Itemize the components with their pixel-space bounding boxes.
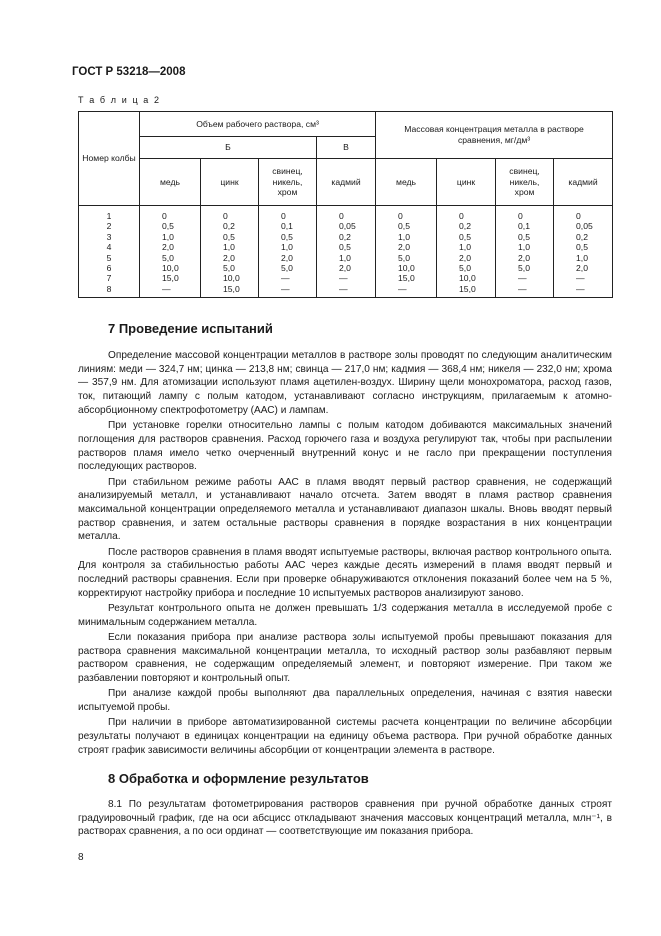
table-cell: 0,5: [162, 221, 174, 232]
table-cell: —: [162, 283, 171, 294]
header-concentration: Массовая концентрация металла в растворе сравнения, мг/дм³: [376, 112, 613, 159]
table-cell: 2: [106, 221, 112, 232]
table-cell: 0: [223, 211, 228, 221]
values-column: [317, 206, 376, 298]
table-cell: 10,0: [162, 262, 179, 273]
table-cell: 6: [106, 262, 112, 273]
col-header: медь: [376, 159, 437, 206]
table-cell: 1,0: [281, 242, 293, 253]
col-header: кадмий: [317, 159, 376, 206]
table-cell: 5,0: [518, 262, 530, 273]
table-cell: 0: [518, 211, 523, 221]
number-column: [79, 206, 140, 298]
values-column: [376, 206, 437, 298]
table-cell: 3: [106, 231, 112, 242]
table-cell: 8: [106, 283, 112, 294]
reference-solutions-table: [78, 111, 613, 298]
table-cell: 10,0: [459, 273, 476, 284]
section-7-body: [78, 349, 612, 759]
table-cell: 0: [398, 211, 403, 221]
table-cell: 15,0: [162, 273, 179, 284]
table-cell: 2,0: [281, 252, 293, 263]
table-cell: 5,0: [281, 262, 293, 273]
table-cell: 0,2: [576, 231, 588, 242]
table-cell: 2,0: [162, 242, 174, 253]
paragraph: Если показания прибора при анализе раствора золы испытуемой пробы превышают показания для раствора сравнения максимальной концентрации металла, то исходный раствор золы разбавляют первым раствором сравнения, не содержащим определяемый элемент, и повторяют измерение. При таком же разбавлении повторяют и контрольный опыт.: [78, 632, 612, 685]
table-cell: 2,0: [339, 262, 351, 273]
col-header: медь: [140, 159, 201, 206]
paragraph: 8.1 По результатам фотометрирования растворов сравнения при ручной обработке данных строят градуировочный график, где на оси абсцисс откладывают значения массовых концентраций металла, млн⁻¹, в растворах сравнения, а по оси ординат — соответствующие им показания прибора.: [78, 799, 612, 838]
table-cell: —: [339, 273, 348, 284]
table-cell: 7: [106, 273, 112, 284]
table-cell: —: [281, 283, 290, 294]
values-column: [259, 206, 317, 298]
table-cell: 0,1: [281, 221, 293, 232]
paragraph: При анализе каждой пробы выполняют два параллельных определения, начиная с взятия навески испытуемой пробы.: [78, 688, 612, 714]
table-cell: 15,0: [223, 283, 240, 294]
table-cell: 2,0: [398, 242, 410, 253]
header-solution-v: В: [317, 137, 376, 159]
table-cell: 1,0: [223, 242, 235, 253]
table-cell: 5,0: [223, 262, 235, 273]
table-cell: 0,05: [576, 221, 593, 232]
table-cell: 0: [339, 211, 344, 221]
table-cell: 5,0: [162, 252, 174, 263]
table-cell: 0,2: [223, 221, 235, 232]
section-8-heading: 8 Обработка и оформление результатов: [108, 771, 369, 786]
col-header: цинк: [437, 159, 496, 206]
table-cell: 5,0: [398, 252, 410, 263]
table-cell: 0: [576, 211, 581, 221]
table-cell: 0: [459, 211, 464, 221]
table-cell: 10,0: [398, 262, 415, 273]
section-7-heading: 7 Проведение испытаний: [108, 321, 273, 336]
table-cell: 15,0: [398, 273, 415, 284]
table-cell: 0,1: [518, 221, 530, 232]
table-cell: —: [518, 283, 527, 294]
paragraph: При наличии в приборе автоматизированной системы расчета концентрации по величине абсорбции результаты получают в единицах концентрации на единицу объема раствора. При ручной обработке данных строят график зависимости величины абсорбции от концентрации элемента в растворе.: [78, 717, 612, 756]
table-cell: 15,0: [459, 283, 476, 294]
table-cell: 0: [162, 211, 167, 221]
table-cell: 0,05: [339, 221, 356, 232]
values-column: [140, 206, 201, 298]
table-cell: 0,2: [459, 221, 471, 232]
table-cell: 2,0: [459, 252, 471, 263]
section-8-body: [78, 798, 612, 841]
table-cell: —: [518, 273, 527, 284]
paragraph: При стабильном режиме работы ААС в пламя вводят первый раствор сравнения, не содержащий анализируемый металл, и устанавливают начало отсчета. Затем вводят в пламя раствор сравнения максимальной концентрации определяемого металла и устанавливают диапазон шкалы. Вновь вводят первый раствор сравнения, и затем остальные растворы сравнения в порядке возрастания в них концентрации металла.: [78, 476, 612, 543]
table-cell: 0,2: [339, 231, 351, 242]
table-cell: 2,0: [518, 252, 530, 263]
paragraph: Результат контрольного опыта не должен превышать 1/3 содержания металла в исследуемой пробе с минимальным содержанием металла.: [78, 603, 612, 628]
paragraph: После растворов сравнения в пламя вводят испытуемые растворы, включая раствор контрольного опыта. Для контроля за стабильностью работы ААС через каждые десять измерений в пламя вводят первый и последний растворы сравнения. Если при проверке обнаруживаются отклонения показаний более чем на 5 %, корректируют настройку прибора и последние 10 испытуемых растворов анализируют заново.: [78, 546, 612, 599]
paragraph: Определение массовой концентрации металлов в растворе золы проводят по следующим аналитическим линиям: меди — 324,7 нм; цинка — 213,8 нм; свинца — 217,0 нм; кадмия — 368,4 нм; никеля — 232,0 нм; хрома — 357,9 нм. Для атомизации используют пламя ацетилен-воздух. Ширину щели монохроматора, расход газов, ток, питающий лампу с полым катодом, устанавливают согласно инструкциям, прилагаемым к атомно-абсорбционному спектрофотометру (ААС) и лампам.: [78, 350, 612, 416]
table-cell: 5: [106, 252, 112, 263]
col-header: цинк: [201, 159, 259, 206]
table-cell: 5,0: [459, 262, 471, 273]
table-cell: 0,5: [339, 242, 351, 253]
table-cell: 0,5: [398, 221, 410, 232]
values-column: [496, 206, 554, 298]
table-cell: 1,0: [576, 252, 588, 263]
table-cell: 1,0: [339, 252, 351, 263]
values-column: [201, 206, 259, 298]
table-cell: —: [398, 283, 407, 294]
table-caption: Т а б л и ц а 2: [78, 95, 161, 105]
table-cell: 0: [281, 211, 286, 221]
table-cell: 0,5: [281, 231, 293, 242]
values-column: [554, 206, 613, 298]
table-cell: —: [339, 283, 348, 294]
table-cell: —: [576, 273, 585, 284]
header-volume: Объем рабочего раствора, см³: [140, 112, 376, 137]
table-cell: 0,5: [518, 231, 530, 242]
page-number: 8: [78, 852, 84, 863]
header-number: Номер колбы: [79, 112, 140, 206]
table-cell: 4: [106, 242, 112, 253]
document-id: ГОСТ Р 53218—2008: [72, 66, 186, 78]
table-cell: 2,0: [576, 262, 588, 273]
col-header: кадмий: [554, 159, 613, 206]
col-header: свинец, никель, хром: [496, 159, 554, 206]
table-cell: 0,5: [223, 231, 235, 242]
table-cell: 1,0: [459, 242, 471, 253]
table-cell: 0,5: [576, 242, 588, 253]
header-solution-b: Б: [140, 137, 317, 159]
table-cell: 10,0: [223, 273, 240, 284]
table-cell: —: [281, 273, 290, 284]
table-cell: —: [576, 283, 585, 294]
table-cell: 1,0: [162, 231, 174, 242]
paragraph: При установке горелки относительно лампы с полым катодом добиваются максимальных значений поглощения для растворов сравнения. Расход горючего газа и воздуха регулируют так, чтобы при распылении растворов пламя имело четко очерченный внутренний конус и не гасло при прекращении поступления последующих растворов.: [78, 420, 612, 473]
table-cell: 1,0: [518, 242, 530, 253]
table-cell: 1: [106, 211, 112, 221]
table-cell: 1,0: [398, 231, 410, 242]
table-cell: 2,0: [223, 252, 235, 263]
col-header: свинец, никель, хром: [259, 159, 317, 206]
values-column: [437, 206, 496, 298]
table-cell: 0,5: [459, 231, 471, 242]
